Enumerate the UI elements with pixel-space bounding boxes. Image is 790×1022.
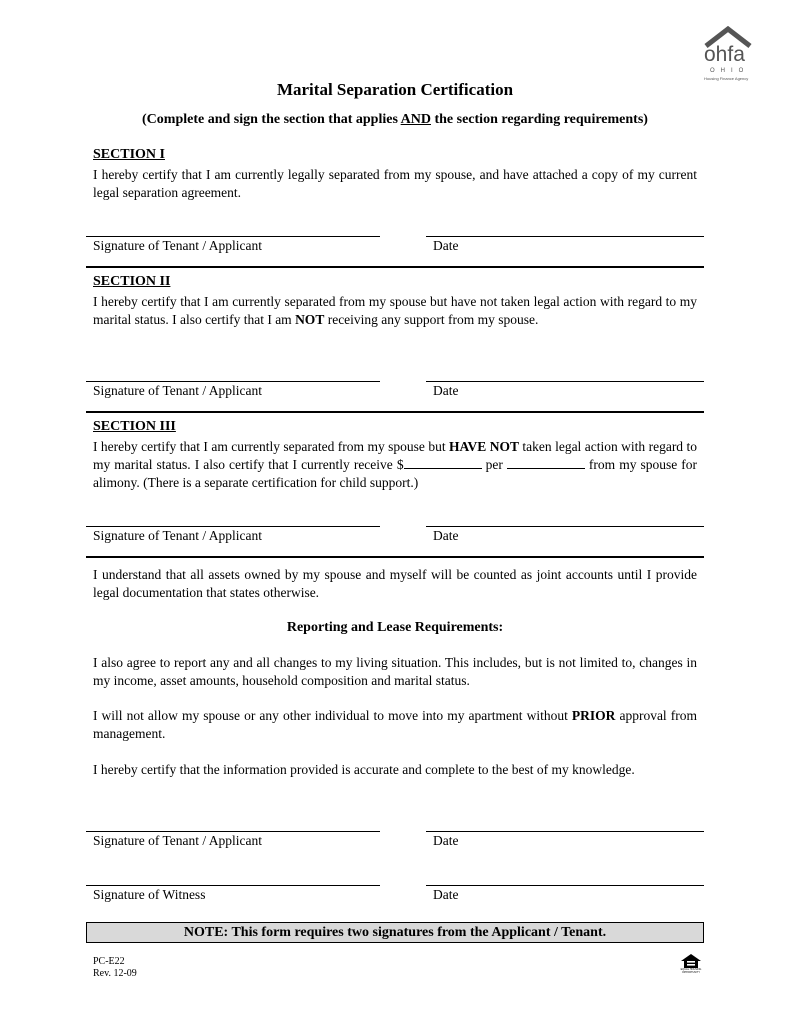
section-3-text-1: I hereby certify that I am currently separated from my spouse but <box>93 439 450 454</box>
section-2-signature-label: Signature of Tenant / Applicant <box>93 383 263 398</box>
form-code: PC-E22 <box>93 956 125 967</box>
section-1-text: I hereby certify that I am currently legally separated from my spouse, and have attached a copy of my current legal separation agreement. <box>93 167 697 200</box>
section-2-text <box>93 293 697 329</box>
witness-signature-label: Signature of Witness <box>93 887 206 902</box>
section-3-date-line[interactable] <box>426 526 704 527</box>
section-1-date-label: Date <box>433 238 459 253</box>
section-3-text-3: per <box>481 457 507 472</box>
alimony-period-field[interactable] <box>507 456 585 469</box>
equal-housing-text: EQUAL HOUSING OPPORTUNITY <box>680 968 702 974</box>
section-3-signature-line[interactable] <box>86 526 380 527</box>
assets-text: I understand that all assets owned by my spouse and myself will be counted as joint accounts until I provide legal documentation that states otherwise. <box>93 567 697 600</box>
divider <box>86 266 704 268</box>
section-3-heading: SECTION III <box>93 419 176 434</box>
section-1-heading: SECTION I <box>93 147 165 162</box>
logo-state: OHIO <box>710 68 750 74</box>
page-subtitle <box>0 112 790 128</box>
logo-agency: Housing Finance Agency <box>704 76 749 81</box>
divider <box>86 411 704 413</box>
subtitle-emph: AND <box>400 112 431 127</box>
witness-date-line[interactable] <box>426 885 704 886</box>
form-revision: Rev. 12-09 <box>93 968 137 979</box>
final-date-label: Date <box>433 833 459 848</box>
section-1-signature-label: Signature of Tenant / Applicant <box>93 238 263 253</box>
requirements-text-3: I hereby certify that the information provided is accurate and complete to the best of my knowledge. <box>93 762 635 777</box>
section-3-text-bold: HAVE NOT <box>449 439 519 454</box>
page-title: Marital Separation Certification <box>276 80 514 99</box>
requirements-text-2-after: approval from management. <box>93 708 697 741</box>
requirements-heading: Reporting and Lease Requirements: <box>286 620 504 635</box>
ohfa-logo <box>700 26 756 82</box>
subtitle-before: (Complete and sign the section that applies <box>142 112 401 127</box>
section-3-text-4: from my spouse for alimony. (There is a separate certification for child support.) <box>93 457 697 490</box>
requirements-text-2-bold: PRIOR <box>571 708 616 723</box>
requirements-text-2-before: I will not allow my spouse or any other individual to move into my apartment without <box>93 708 572 723</box>
equal-housing-logo <box>680 953 702 975</box>
final-signature-line[interactable] <box>86 831 380 832</box>
final-signature-label: Signature of Tenant / Applicant <box>93 833 263 848</box>
note-box <box>86 922 704 943</box>
section-2-text-bold: NOT <box>295 312 325 327</box>
final-date-line[interactable] <box>426 831 704 832</box>
subtitle-after: the section regarding requirements) <box>430 112 648 127</box>
divider <box>86 556 704 558</box>
requirements-text-1: I also agree to report any and all changes to my living situation. This includes, but is not limited to, changes in my income, asset amounts, household composition and marital status. <box>93 655 697 688</box>
section-2-date-line[interactable] <box>426 381 704 382</box>
witness-signature-line[interactable] <box>86 885 380 886</box>
section-2-heading: SECTION II <box>93 274 171 289</box>
witness-date-label: Date <box>433 887 459 902</box>
section-3-text-2: taken legal action with regard to my marital status. I also certify that I currently receive $ <box>93 439 697 472</box>
note-text: NOTE: This form requires two signatures from the Applicant / Tenant. <box>183 925 607 940</box>
section-3-date-label: Date <box>433 528 459 543</box>
section-2-text-after: receiving any support from my spouse. <box>324 312 539 327</box>
section-2-signature-line[interactable] <box>86 381 380 382</box>
requirements-text-2 <box>93 707 697 743</box>
section-3-text <box>93 438 697 492</box>
equal-housing-icon <box>680 953 702 969</box>
section-1-date-line[interactable] <box>426 236 704 237</box>
logo-text: ohfa <box>704 43 745 66</box>
section-2-text-before: I hereby certify that I am currently separated from my spouse but have not taken legal action with regard to my marital status. I also certify that I am <box>93 294 697 327</box>
section-2-date-label: Date <box>433 383 459 398</box>
section-1-signature-line[interactable] <box>86 236 380 237</box>
section-3-signature-label: Signature of Tenant / Applicant <box>93 528 263 543</box>
alimony-amount-field[interactable] <box>404 456 482 469</box>
